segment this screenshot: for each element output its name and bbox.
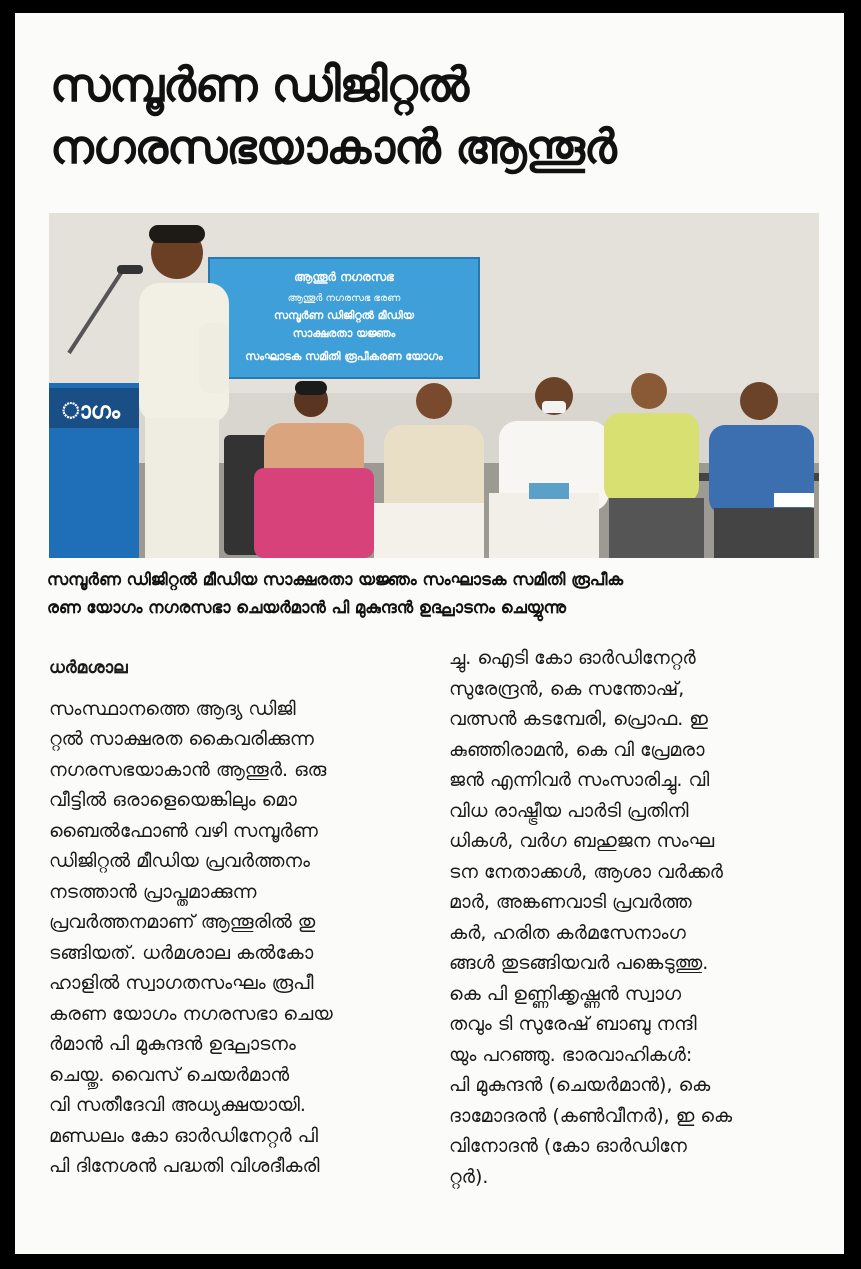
article-line: റ്റൽ സാക്ഷരത കൈവരിക്കുന്ന <box>49 728 314 750</box>
article-line: ബൈൽഫോൺ വഴി സമ്പൂർണ <box>49 819 318 842</box>
article-line: കെ പി ഉണ്ണിക്കൃഷ്ണൻ സ്വാഗ <box>449 982 682 1005</box>
article-column-right <box>449 643 829 1192</box>
newspaper-clipping <box>15 13 844 1254</box>
caption-line-1: സമ്പൂർണ ഡിജിറ്റൽ മീഡിയ സാക്ഷരതാ യജ്ഞം സംഘാടക സമിതി രൂപീക <box>47 570 624 589</box>
podium-text: ാഗം <box>62 399 120 424</box>
article-line: വിനോദൻ (കോ ഓർഡിനേ <box>449 1135 687 1157</box>
article-line: സുരേന്ദ്രൻ, കെ സന്തോഷ്, <box>449 677 685 700</box>
article-line: യും പറഞ്ഞു. ഭാരവാഹികൾ: <box>449 1043 693 1066</box>
article-body-right <box>449 643 829 1192</box>
article-line: ജൻ എന്നിവർ സംസാരിച്ചു. വി <box>449 769 710 791</box>
banner-line: സംഘാടക സമിതി രൂപീകരണ യോഗം <box>245 350 443 363</box>
article-line: ധികൾ, വർഗ ബഹുജന സംഘ <box>449 830 715 852</box>
news-photo <box>49 213 819 558</box>
article-line: കരണ യോഗം നഗരസഭാ ചെയ <box>49 1002 333 1025</box>
article-line: ഹാളിൽ സ്വാഗതസംഘം രൂപീ <box>49 972 314 994</box>
article-line: പി ദിനേശൻ പദ്ധതി വിശദീകരി <box>49 1155 320 1177</box>
article-line: നടത്താൻ പ്രാപ്തമാക്കുന്ന <box>49 880 257 903</box>
article-line: കർ, ഹരിത കർമസേനാംഗ <box>449 921 686 944</box>
article-line: നഗരസഭയാകാൻ ആന്തൂർ. ഒരു <box>49 758 327 781</box>
article-line: വിധ രാഷ്ട്രീയ പാർടി പ്രതിനി <box>449 799 689 822</box>
article-line: റ്റർ). <box>449 1165 489 1188</box>
article-column-left <box>49 653 429 1182</box>
article-line: വി സതീദേവി അധ്യക്ഷയായി. <box>49 1094 306 1116</box>
banner-line: ആന്തൂർ നഗരസഭ ഭരണ <box>287 293 401 304</box>
headline-line-2: നഗരസഭയാകാൻ ആന്തൂർ <box>50 120 616 175</box>
article-line: ചെയ്തു. വൈസ് ചെയർമാൻ <box>49 1063 290 1086</box>
article-line: ഡിജിറ്റൽ മീഡിയ പ്രവർത്തനം <box>49 850 310 872</box>
article-line: മാർ, അങ്കണവാടി പ്രവർത്ത <box>449 891 692 913</box>
article-line: ടങ്ങിയത്. ധർമശാല കൽകോ <box>49 941 314 964</box>
meeting-photo-illustration <box>49 213 819 558</box>
article-line: ർമാൻ പി മുകുന്ദൻ ഉദ്ഘാടനം <box>49 1033 296 1055</box>
article-line: പ്രവർത്തനമാണ് ആന്തൂരിൽ തു <box>49 911 316 933</box>
caption-line-2: രണ യോഗം നഗരസഭാ ചെയർമാൻ പി മുകുന്ദൻ ഉദ്ഘാടനം ചെയ്യുന്നു <box>47 598 567 617</box>
article-line: ടന നേതാക്കൾ, ആശാ വർക്കർ <box>449 860 723 883</box>
photo-caption <box>47 566 827 622</box>
article-line: ച്ചു. ഐടി കോ ഓർഡിനേറ്റർ <box>449 647 696 669</box>
article-line: ദാമോദരൻ (കൺവീനർ), ഇ കെ <box>449 1104 733 1127</box>
dateline: ധർമശാല <box>49 658 128 678</box>
banner-line: ആന്തൂർ നഗരസഭ <box>294 270 394 284</box>
article-line: തവും ടി സുരേഷ് ബാബു നന്ദി <box>449 1013 697 1035</box>
banner-line: സമ്പൂർണ ഡിജിറ്റൽ മീഡിയ <box>273 309 415 322</box>
article-line: മണ്ഡലം കോ ഓർഡിനേറ്റർ പി <box>49 1124 319 1147</box>
article-line: പി മുകുന്ദൻ (ചെയർമാൻ), കെ <box>449 1074 711 1096</box>
article-line: സംസ്ഥാനത്തെ ആദ്യ ഡിജി <box>49 697 296 720</box>
article-line: വീട്ടിൽ ഒരാളെയെങ്കിലും മൊ <box>49 789 297 811</box>
headline-line-1: സമ്പൂർണ ഡിജിറ്റൽ <box>50 58 469 113</box>
banner-line: സാക്ഷരതാ യജ്ഞം <box>292 327 396 340</box>
article-body-left <box>49 694 429 1182</box>
article-line: വത്സൻ കടമ്പേരി, പ്രൊഫ. ഇ <box>449 708 708 730</box>
article-line: കുഞ്ഞിരാമൻ, കെ വി പ്രേമരാ <box>449 738 705 761</box>
headline <box>50 55 830 179</box>
article-line: ങ്ങൾ തുടങ്ങിയവർ പങ്കെടുത്തു. <box>449 952 709 974</box>
